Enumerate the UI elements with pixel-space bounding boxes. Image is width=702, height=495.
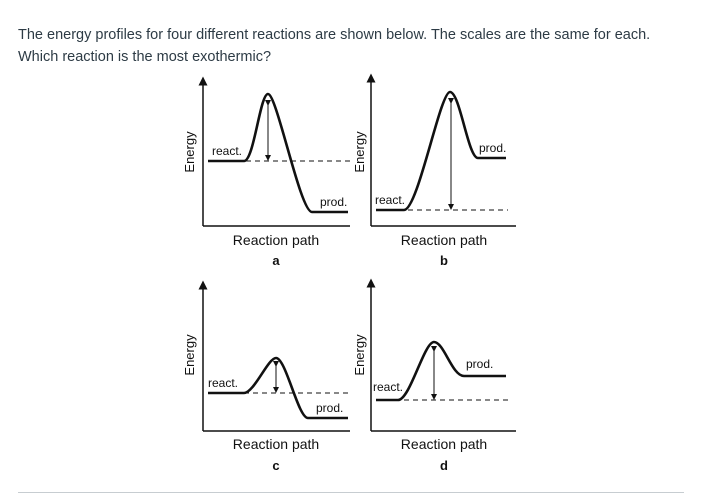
panel-sublabel: b (440, 253, 448, 268)
reactant-label: react. (208, 376, 239, 390)
panel-sublabel: c (272, 458, 280, 473)
reaction-path-label: Reaction path (232, 436, 320, 452)
reaction-path-label: Reaction path (400, 232, 488, 248)
reactant-label: react. (212, 144, 243, 158)
energy-axis-label: Energy (352, 334, 367, 376)
panel-a (182, 81, 350, 268)
product-label: prod. (316, 401, 344, 415)
bottom-divider (18, 492, 684, 493)
product-label: prod. (479, 141, 507, 155)
reactant-label: react. (375, 193, 406, 207)
panel-sublabel: a (272, 253, 280, 268)
reactant-label: react. (373, 380, 404, 394)
question-text: The energy profiles for four different reactions are shown below. The scales are the same for each. Which reaction is the most exothermic? (18, 27, 651, 65)
energy-axis-label: Energy (182, 131, 197, 173)
reaction-path-label: Reaction path (232, 232, 320, 248)
panel-c (182, 285, 350, 473)
panel-d (352, 283, 516, 473)
panel-sublabel: d (440, 458, 448, 473)
energy-axis-label: Energy (182, 334, 197, 376)
energy-axis-label: Energy (352, 131, 367, 173)
panel-b (352, 78, 516, 268)
product-label: prod. (466, 357, 494, 371)
product-label: prod. (320, 195, 348, 209)
reaction-path-label: Reaction path (400, 436, 488, 452)
